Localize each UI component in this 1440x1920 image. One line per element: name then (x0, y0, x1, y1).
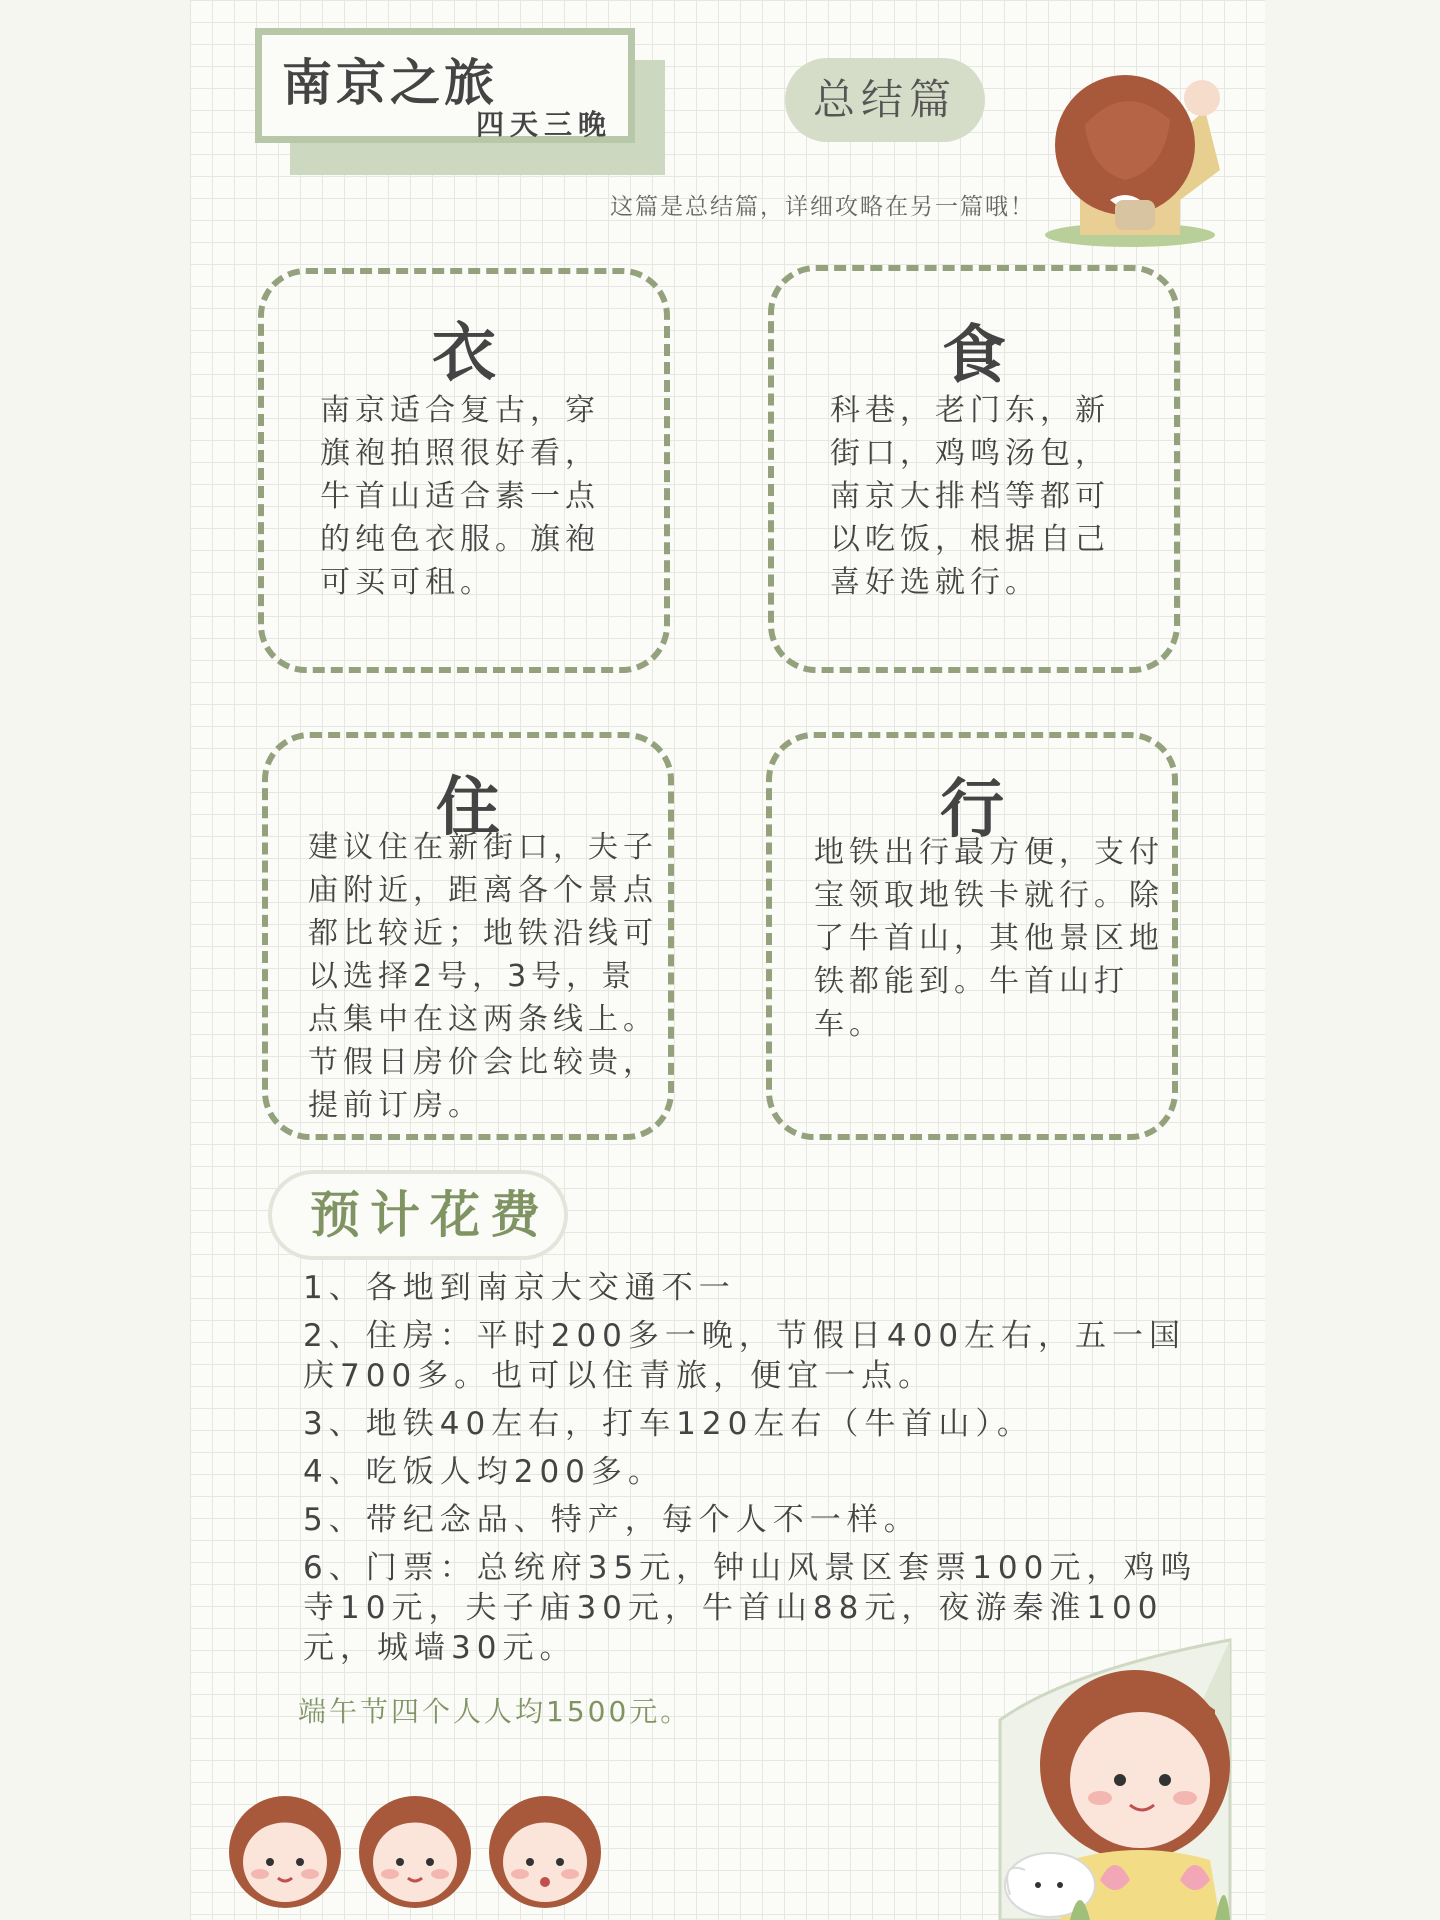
page-title: 南京之旅 (282, 54, 498, 112)
header-note: 这篇是总结篇，详细攻略在另一篇哦！ (610, 194, 1035, 220)
card-lodging (262, 732, 674, 1140)
cost-section-title: 预计花费 (268, 1170, 568, 1260)
card-food-heading: 食 (942, 319, 1006, 393)
cost-list (303, 1268, 1203, 1676)
cost-item: 4、吃饭人均200多。 (303, 1454, 665, 1490)
card-transport (766, 732, 1178, 1140)
cost-summary: 端午节四个人人均1500元。 (298, 1695, 692, 1728)
card-lodging-text: 建议住在新街口，夫子庙附近，距离各个景点都比较近；地铁沿线可以选择2号，3号，景点集中在这两条线上。节假日房价会比较贵，提前订房。 (308, 830, 658, 1123)
card-food-text: 科巷，老门东，新街口，鸡鸣汤包，南京大排档等都可以吃饭，根据自己喜好选就行。 (830, 393, 1110, 600)
girl-faces-illustration (220, 1790, 620, 1920)
cost-item: 2、住房：平时200多一晚，节假日400左右，五一国庆700多。也可以住青旅，便宜一点。 (303, 1318, 1187, 1394)
card-clothing-heading: 衣 (432, 317, 496, 391)
card-transport-heading: 行 (940, 773, 1004, 847)
girl-waving-illustration (1030, 40, 1230, 250)
card-clothing-text: 南京适合复古，穿旗袍拍照很好看，牛首山适合素一点的纯色衣服。旗袍可买可租。 (320, 393, 600, 600)
title-box (255, 28, 635, 143)
cost-item: 6、门票：总统府35元，钟山风景区套票100元，鸡鸣寺10元，夫子庙30元，牛首山88元，夜游秦淮100元，城墙30元。 (303, 1550, 1198, 1666)
card-lodging-heading: 住 (436, 771, 500, 845)
page-subtitle: 四天三晚 (475, 108, 612, 141)
girl-with-bunny-illustration (930, 1630, 1235, 1920)
summary-tag: 总结篇 (785, 58, 985, 142)
cost-item: 5、带纪念品、特产，每个人不一样。 (303, 1502, 921, 1538)
card-transport-text: 地铁出行最方便，支付宝领取地铁卡就行。除了牛首山，其他景区地铁都能到。牛首山打车。 (814, 835, 1164, 1042)
cost-item: 3、地铁40左右，打车120左右（牛首山）。 (303, 1406, 1034, 1442)
card-food (768, 265, 1180, 673)
cost-item: 1、各地到南京大交通不一 (303, 1270, 736, 1306)
card-clothing (258, 268, 670, 673)
